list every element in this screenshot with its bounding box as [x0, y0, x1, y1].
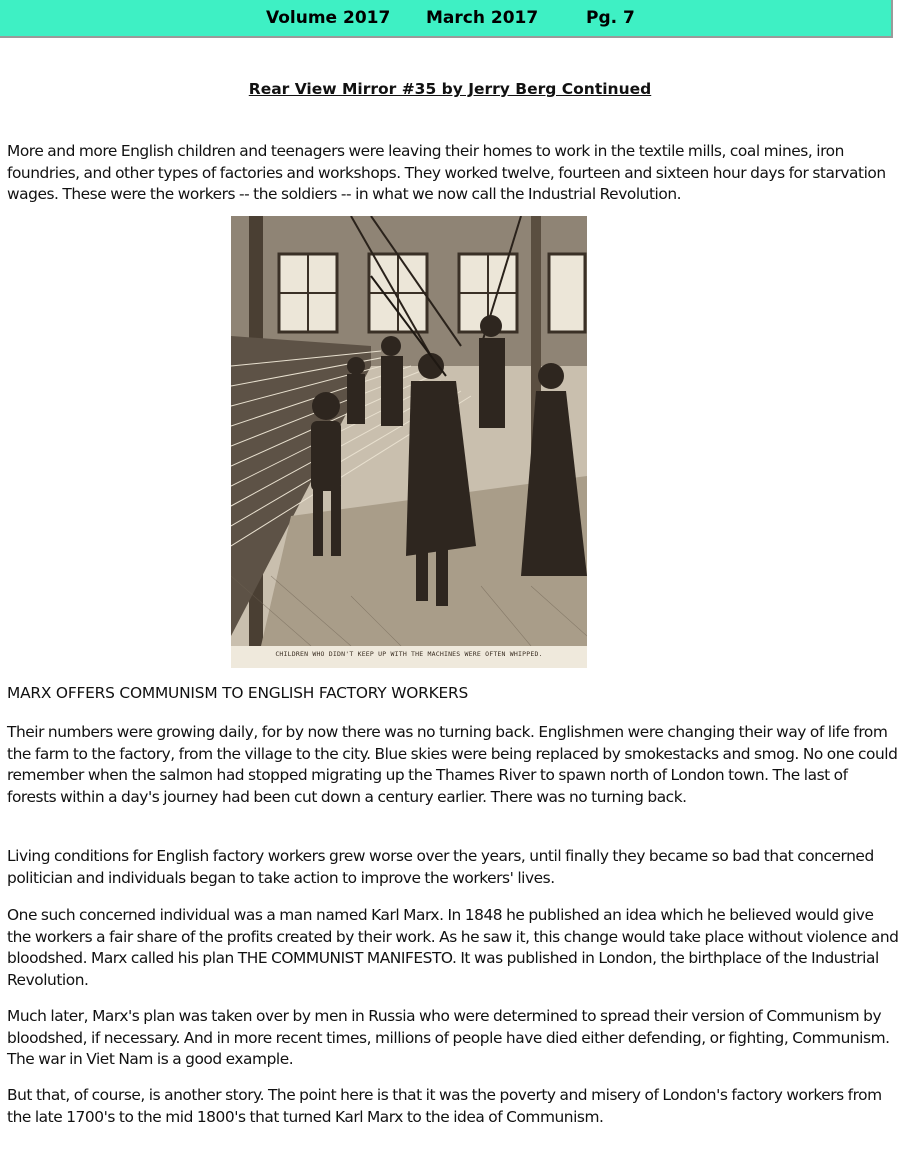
factory-illustration: [231, 216, 587, 668]
article-title: Rear View Mirror #35 by Jerry Berg Continued: [248, 80, 652, 98]
issue-date: March 2017: [426, 8, 539, 28]
paragraph-numbers-growing: Their numbers were growing daily, for by now there was no turning back. Englishmen were changing their way of life from the farm to the factory, from the village to the city. Blue skies were being replaced by smokestacks and smog. No one could remember when the salmon had stopped migrating up the Thames River to spawn north of London town. The last of forests within a day's journey had been cut down a century earlier. There was no turning back.: [7, 723, 898, 806]
newsletter-header-bar: [0, 0, 893, 38]
paragraph-karl-marx: One such concerned individual was a man named Karl Marx. In 1848 he published an idea which he believed would give the workers a fair share of the profits created by their work. As he saw it, this change would take place without violence and bloodshed. Marx called his plan THE COMMUNIST MANIFESTO. It was published in London, the birthplace of the Industrial Revolution.: [7, 906, 899, 989]
factory-engraving-image: [231, 216, 587, 646]
section-heading: MARX OFFERS COMMUNISM TO ENGLISH FACTORY WORKERS: [7, 684, 469, 702]
volume-label: Volume 2017: [266, 8, 391, 28]
paragraph-conclusion: But that, of course, is another story. The point here is that it was the poverty and misery of London's factory workers from the late 1700's to the mid 1800's that turned Karl Marx to the idea of Communism.: [7, 1086, 882, 1126]
page-number: Pg. 7: [586, 8, 635, 28]
paragraph-living-conditions: Living conditions for English factory workers grew worse over the years, until finally they became so bad that concerned politician and individuals began to take action to improve the workers' lives.: [7, 847, 874, 887]
paragraph-intro: More and more English children and teenagers were leaving their homes to work in the textile mills, coal mines, iron foundries, and other types of factories and workshops. They worked twelve, fourteen and sixteen hour days for starvation wages. These were the workers -- the soldiers -- in what we now call the Industrial Revolution.: [7, 142, 886, 203]
paragraph-russia: Much later, Marx's plan was taken over by men in Russia who were determined to spread their version of Communism by bloodshed, if necessary. And in more recent times, millions of people have died either defending, or fighting, Communism. The war in Viet Nam is a good example.: [7, 1007, 890, 1068]
figure-caption: CHILDREN WHO DIDN'T KEEP UP WITH THE MACHINES WERE OFTEN WHIPPED.: [275, 650, 543, 658]
